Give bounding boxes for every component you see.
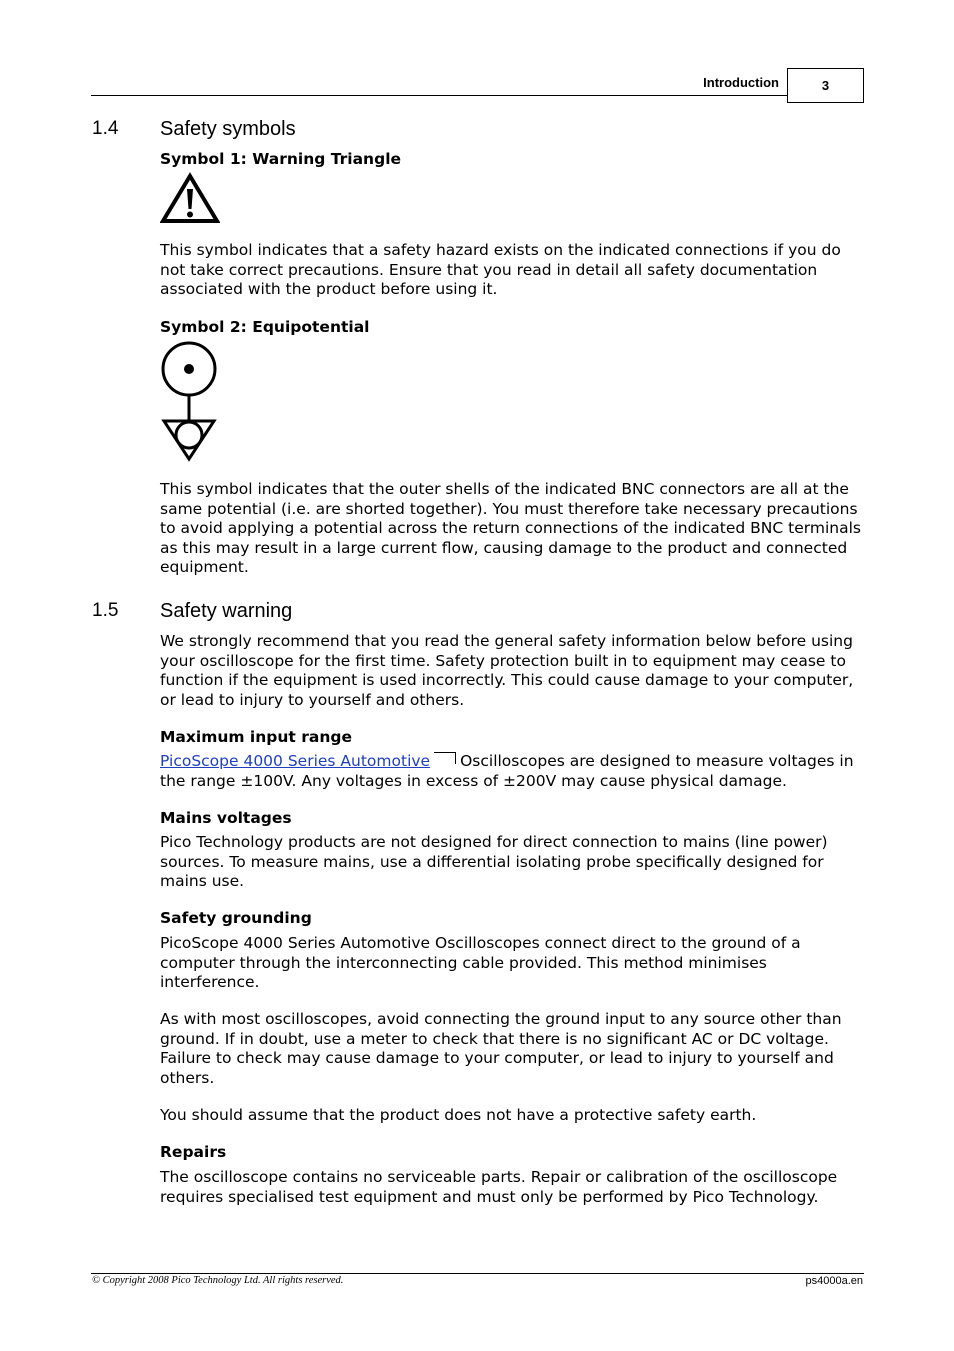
running-header-title: Introduction [703, 75, 779, 90]
max-input-heading: Maximum input range [160, 728, 352, 746]
safety-intro: We strongly recommend that you read the general safety information below before using your oscilloscope for the first time. Safety protection built in to equipment may cease to function if the equipment is used incorrectly. This could cause damage to your computer, or lead to injury to yourself and others. [160, 632, 854, 709]
grounding-heading: Safety grounding [160, 909, 312, 927]
grounding-text-2: As with most oscilloscopes, avoid connecting the ground input to any source other than ground. If in doubt, use a meter to check that there is no significant AC or DC voltage. Failure to check may cause damage to your computer, or lead to injury to yourself and others. [160, 1010, 842, 1087]
mains-heading: Mains voltages [160, 809, 292, 827]
popup-link-icon [434, 752, 456, 764]
footer-copyright: © Copyright 2008 Pico Technology Ltd. All rights reserved. [92, 1275, 344, 1286]
section-number: 1.4 [92, 118, 119, 139]
symbol1-heading: Symbol 1: Warning Triangle [160, 150, 402, 168]
grounding-text-1: PicoScope 4000 Series Automotive Oscilloscopes connect direct to the ground of a computer through the interconnecting cable provided. This method minimises interference. [160, 934, 801, 991]
page-number: 3 [821, 78, 830, 93]
symbol1-description: This symbol indicates that a safety hazard exists on the indicated connections if you do not take correct precautions. Ensure that you read in detail all safety documentation associated with the product before using it. [160, 241, 841, 298]
max-input-paragraph [160, 752, 865, 791]
section-title: Safety symbols [160, 118, 296, 140]
section-title: Safety warning [160, 600, 293, 622]
section-number: 1.5 [92, 600, 119, 621]
equipotential-icon [160, 341, 218, 467]
symbol2-heading: Symbol 2: Equipotential [160, 318, 370, 336]
repairs-heading: Repairs [160, 1143, 227, 1161]
page-number-box [787, 68, 864, 103]
symbol2-description: This symbol indicates that the outer shells of the indicated BNC connectors are all at the same potential (i.e. are shorted together). You must therefore take necessary precautions to avoid applying a potential across the return connections of the indicated BNC terminals as this may result in a large current flow, causing damage to the product and connected equipment. [160, 480, 861, 576]
header-rule [91, 95, 787, 96]
grounding-text-3: You should assume that the product does not have a protective safety earth. [160, 1106, 757, 1124]
repairs-text: The oscilloscope contains no serviceable parts. Repair or calibration of the oscilloscope requires specialised test equipment and must only be performed by Pico Technology. [160, 1168, 838, 1206]
footer-rule [91, 1273, 864, 1274]
footer-doc-id: ps4000a.en [805, 1275, 863, 1287]
picoscope-4000-link[interactable]: PicoScope 4000 Series Automotive [160, 752, 431, 770]
mains-text: Pico Technology products are not designed for direct connection to mains (line power) sources. To measure mains, use a differential isolating probe specifically designed for mains use. [160, 833, 828, 890]
warning-triangle-icon [160, 172, 220, 228]
max-input-text: Oscilloscopes are designed to measure voltages in the range ±100V. Any voltages in excess of ±200V may cause physical damage. [160, 752, 854, 790]
